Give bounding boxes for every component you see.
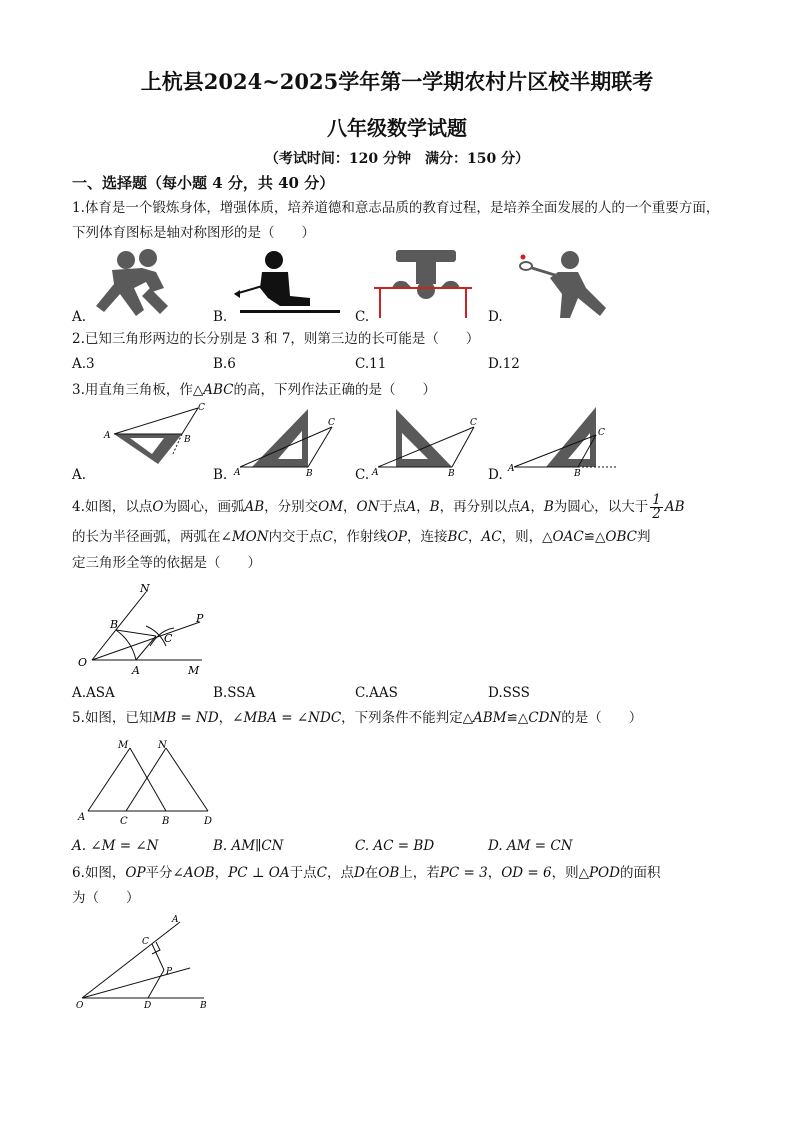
q5-option-a[interactable]: A. ∠M = ∠N (72, 838, 159, 854)
section-heading: 一、选择题（每小题 4 分，共 40 分） (72, 174, 335, 192)
svg-text:A: A (372, 468, 379, 478)
question-2-stem: 2.已知三角形两边的长分别是 3 和 7，则第三边的长可能是（ ） (72, 331, 480, 347)
q5-option-c[interactable]: C. AC = BD (355, 838, 435, 854)
q6-bisector-figure (72, 912, 217, 1010)
question-3-stem: 3.用直角三角板，作△ABC的高，下列作法正确的是（ ） (72, 382, 437, 398)
q4-option-b[interactable]: B.SSA (213, 685, 256, 701)
q5-option-b[interactable]: B. AM∥CN (213, 838, 284, 854)
q5-triangles-figure (76, 736, 221, 828)
svg-text:M: M (118, 740, 129, 751)
question-5-stem: 5.如图，已知MB = ND，∠MBA = ∠NDC，下列条件不能判定△ABM≌△CDN的是（ ） (72, 710, 643, 726)
question-4-stem: 4.如图，以点O为圆心，画弧AB，分别交OM，ON于点A，B，再分别以点A，B为圆心，以大于 $\frac{1}{2}$ AB 的长为半径画弧，两弧在∠MON内交于点C，作射线OP，连接BC，AC，则，△OAC≌△OBC判 定三角形全等的依据是（ ） (72, 492, 685, 571)
half-fraction: $\frac{1}{2}$ (652, 492, 661, 522)
exam-title: 上杭县2024~2025学年第一学期农村片区校半期联考 (140, 69, 654, 94)
svg-text:A: A (172, 915, 179, 925)
q2-option-d[interactable]: D.12 (488, 356, 520, 372)
q1-wrestling-icon (90, 248, 180, 320)
q2-option-a[interactable]: A.3 (72, 356, 95, 372)
svg-text:C: C (470, 418, 477, 428)
svg-text:O: O (76, 1001, 84, 1011)
svg-text:B: B (200, 1001, 207, 1011)
svg-text:A: A (234, 468, 241, 478)
svg-text:B: B (574, 469, 581, 479)
svg-text:C: C (328, 418, 335, 428)
q2-option-c[interactable]: C.11 (355, 356, 387, 372)
q1-badminton-icon (512, 248, 612, 320)
q1-skiing-icon (232, 248, 342, 320)
q4-option-a[interactable]: A.ASA (72, 685, 115, 701)
q3-option-c[interactable]: C. (355, 467, 370, 483)
svg-text:A: A (78, 812, 86, 823)
exam-info: （考试时间：120 分钟 满分：150 分） (264, 151, 530, 167)
svg-text:N: N (158, 740, 167, 751)
svg-text:D: D (144, 1001, 152, 1011)
svg-text:C: C (142, 937, 149, 947)
question-1-stem: 1.体育是一个锻炼身体，增强体质，培养道德和意志品质的教育过程，是培养全面发展的人的一个重要方面， 下列体育图标是轴对称图形的是（ ） (72, 200, 720, 241)
q1-handstand-icon (372, 248, 477, 320)
svg-text:P: P (196, 612, 204, 625)
svg-text:A: A (104, 431, 111, 441)
svg-text:C: C (120, 816, 128, 827)
svg-text:N: N (140, 582, 150, 595)
svg-text:B: B (184, 435, 191, 445)
svg-text:M: M (188, 664, 200, 677)
q1-option-b[interactable]: B. (213, 309, 228, 325)
q4-option-d[interactable]: D.SSS (488, 685, 530, 701)
svg-text:A: A (132, 664, 140, 677)
svg-text:C: C (164, 632, 173, 645)
q1-option-d[interactable]: D. (488, 309, 503, 325)
svg-text:P: P (166, 967, 173, 977)
svg-text:B: B (162, 816, 170, 827)
svg-text:B: B (110, 618, 119, 631)
svg-text:B: B (448, 469, 455, 479)
svg-text:C: C (198, 403, 205, 413)
svg-text:O: O (78, 656, 88, 669)
q2-option-b[interactable]: B.6 (213, 356, 236, 372)
svg-text:A: A (508, 464, 515, 474)
q3-figure-c (370, 405, 480, 479)
q3-figure-a (100, 400, 215, 470)
q3-figure-d (506, 405, 621, 479)
q1-option-a[interactable]: A. (72, 309, 87, 325)
svg-text:D: D (204, 816, 213, 827)
exam-subtitle: 八年级数学试题 (327, 116, 467, 140)
q4-option-c[interactable]: C.AAS (355, 685, 398, 701)
q4-angle-bisector-figure (76, 584, 216, 679)
question-6-stem: 6.如图，OP平分∠AOB，PC ⊥ OA于点C，点D在OB上，若PC = 3，OD = 6，则△POD的面积 为（ ） (72, 865, 661, 906)
q3-option-a[interactable]: A. (72, 467, 87, 483)
q3-option-d[interactable]: D. (488, 467, 503, 483)
q3-option-b[interactable]: B. (213, 467, 228, 483)
q3-figure-b (232, 405, 342, 479)
q1-option-c[interactable]: C. (355, 309, 370, 325)
svg-text:C: C (598, 428, 605, 438)
svg-text:B: B (306, 469, 313, 479)
q5-option-d[interactable]: D. AM = CN (488, 838, 573, 854)
